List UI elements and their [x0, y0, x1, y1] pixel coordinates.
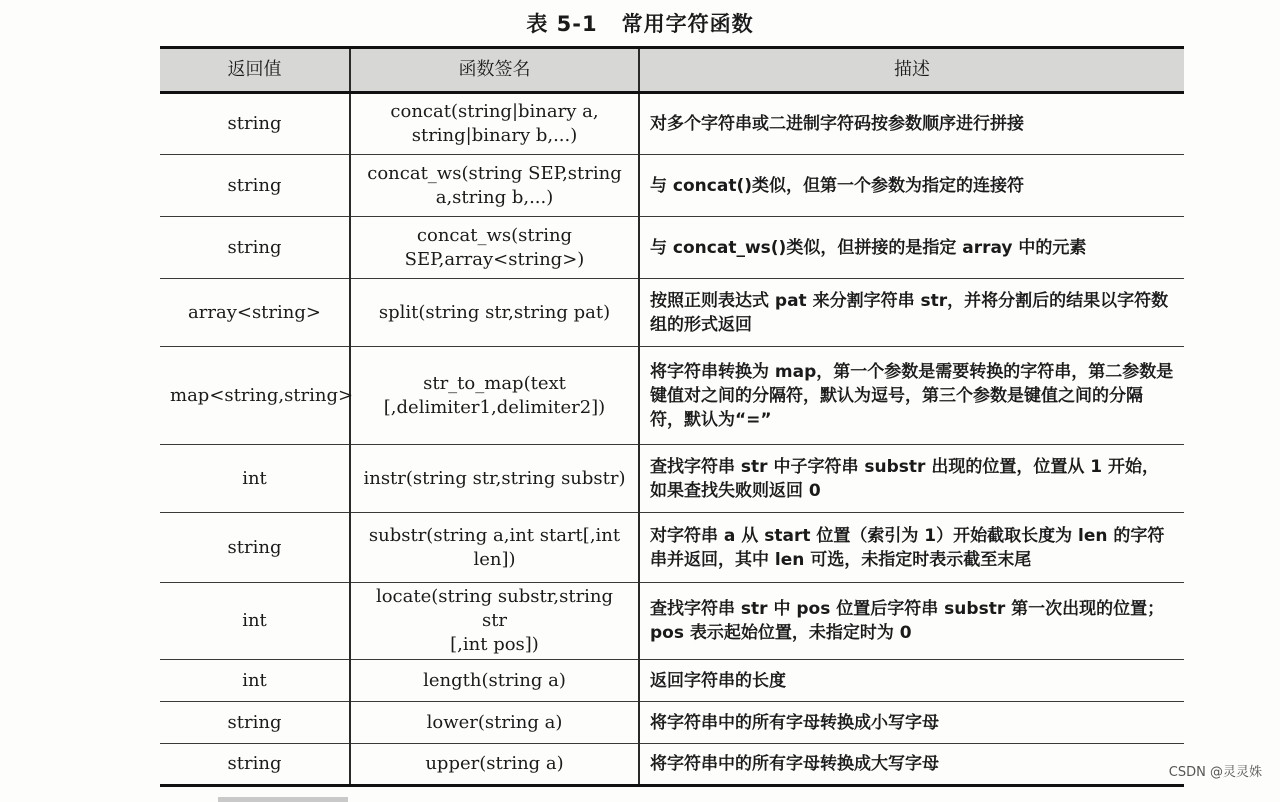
signature-cell: concat_ws(string SEP,string a,string b,...) [350, 155, 639, 217]
description-cell: 与 concat_ws()类似，但拼接的是指定 array 中的元素 [639, 217, 1184, 279]
signature-cell: locate(string substr,string str [,int pos]) [350, 583, 639, 660]
return-type-cell: int [160, 445, 350, 513]
return-type-cell: string [160, 744, 350, 786]
signature-cell: substr(string a,int start[,int len]) [350, 513, 639, 583]
return-type-cell: string [160, 155, 350, 217]
table-row [160, 702, 1184, 744]
header-return-type: 返回值 [160, 48, 350, 93]
page-edge-strip [218, 797, 348, 802]
description-cell: 将字符串中的所有字母转换成小写字母 [639, 702, 1184, 744]
description-cell: 按照正则表达式 pat 来分割字符串 str，并将分割后的结果以字符数组的形式返回 [639, 279, 1184, 347]
header-signature: 函数签名 [350, 48, 639, 93]
return-type-cell: array<string> [160, 279, 350, 347]
string-functions-table [160, 46, 1184, 787]
table-row [160, 347, 1184, 445]
signature-cell: concat_ws(string SEP,array<string>) [350, 217, 639, 279]
table-row [160, 445, 1184, 513]
table-row [160, 155, 1184, 217]
signature-cell: str_to_map(text [,delimiter1,delimiter2]) [350, 347, 639, 445]
table-header-row [160, 48, 1184, 93]
table-caption [0, 8, 1280, 38]
table-row [160, 744, 1184, 786]
description-cell: 查找字符串 str 中子字符串 substr 出现的位置，位置从 1 开始，如果查找失败则返回 0 [639, 445, 1184, 513]
table-row [160, 660, 1184, 702]
description-cell: 返回字符串的长度 [639, 660, 1184, 702]
description-cell: 将字符串中的所有字母转换成大写字母 [639, 744, 1184, 786]
table-row [160, 583, 1184, 660]
table-number: 表 5-1 [526, 12, 598, 36]
watermark: CSDN @灵灵姝 [1168, 765, 1262, 780]
return-type-cell: map<string,string> [160, 347, 350, 445]
signature-cell: split(string str,string pat) [350, 279, 639, 347]
description-cell: 查找字符串 str 中 pos 位置后字符串 substr 第一次出现的位置；pos 表示起始位置，未指定时为 0 [639, 583, 1184, 660]
table-row [160, 217, 1184, 279]
header-description: 描述 [639, 48, 1184, 93]
return-type-cell: string [160, 217, 350, 279]
return-type-cell: int [160, 660, 350, 702]
signature-cell: lower(string a) [350, 702, 639, 744]
description-cell: 将字符串转换为 map，第一个参数是需要转换的字符串，第二参数是键值对之间的分隔符，默认为逗号，第三个参数是键值之间的分隔符，默认为“=” [639, 347, 1184, 445]
table-row [160, 513, 1184, 583]
table-row [160, 279, 1184, 347]
signature-cell: instr(string str,string substr) [350, 445, 639, 513]
signature-cell: upper(string a) [350, 744, 639, 786]
table-row [160, 93, 1184, 155]
description-cell: 对多个字符串或二进制字符码按参数顺序进行拼接 [639, 93, 1184, 155]
signature-cell: length(string a) [350, 660, 639, 702]
description-cell: 对字符串 a 从 start 位置（索引为 1）开始截取长度为 len 的字符串并返回，其中 len 可选，未指定时表示截至末尾 [639, 513, 1184, 583]
signature-cell: concat(string|binary a, string|binary b,...) [350, 93, 639, 155]
return-type-cell: int [160, 583, 350, 660]
return-type-cell: string [160, 513, 350, 583]
return-type-cell: string [160, 93, 350, 155]
return-type-cell: string [160, 702, 350, 744]
description-cell: 与 concat()类似，但第一个参数为指定的连接符 [639, 155, 1184, 217]
table-title: 常用字符函数 [621, 12, 754, 36]
